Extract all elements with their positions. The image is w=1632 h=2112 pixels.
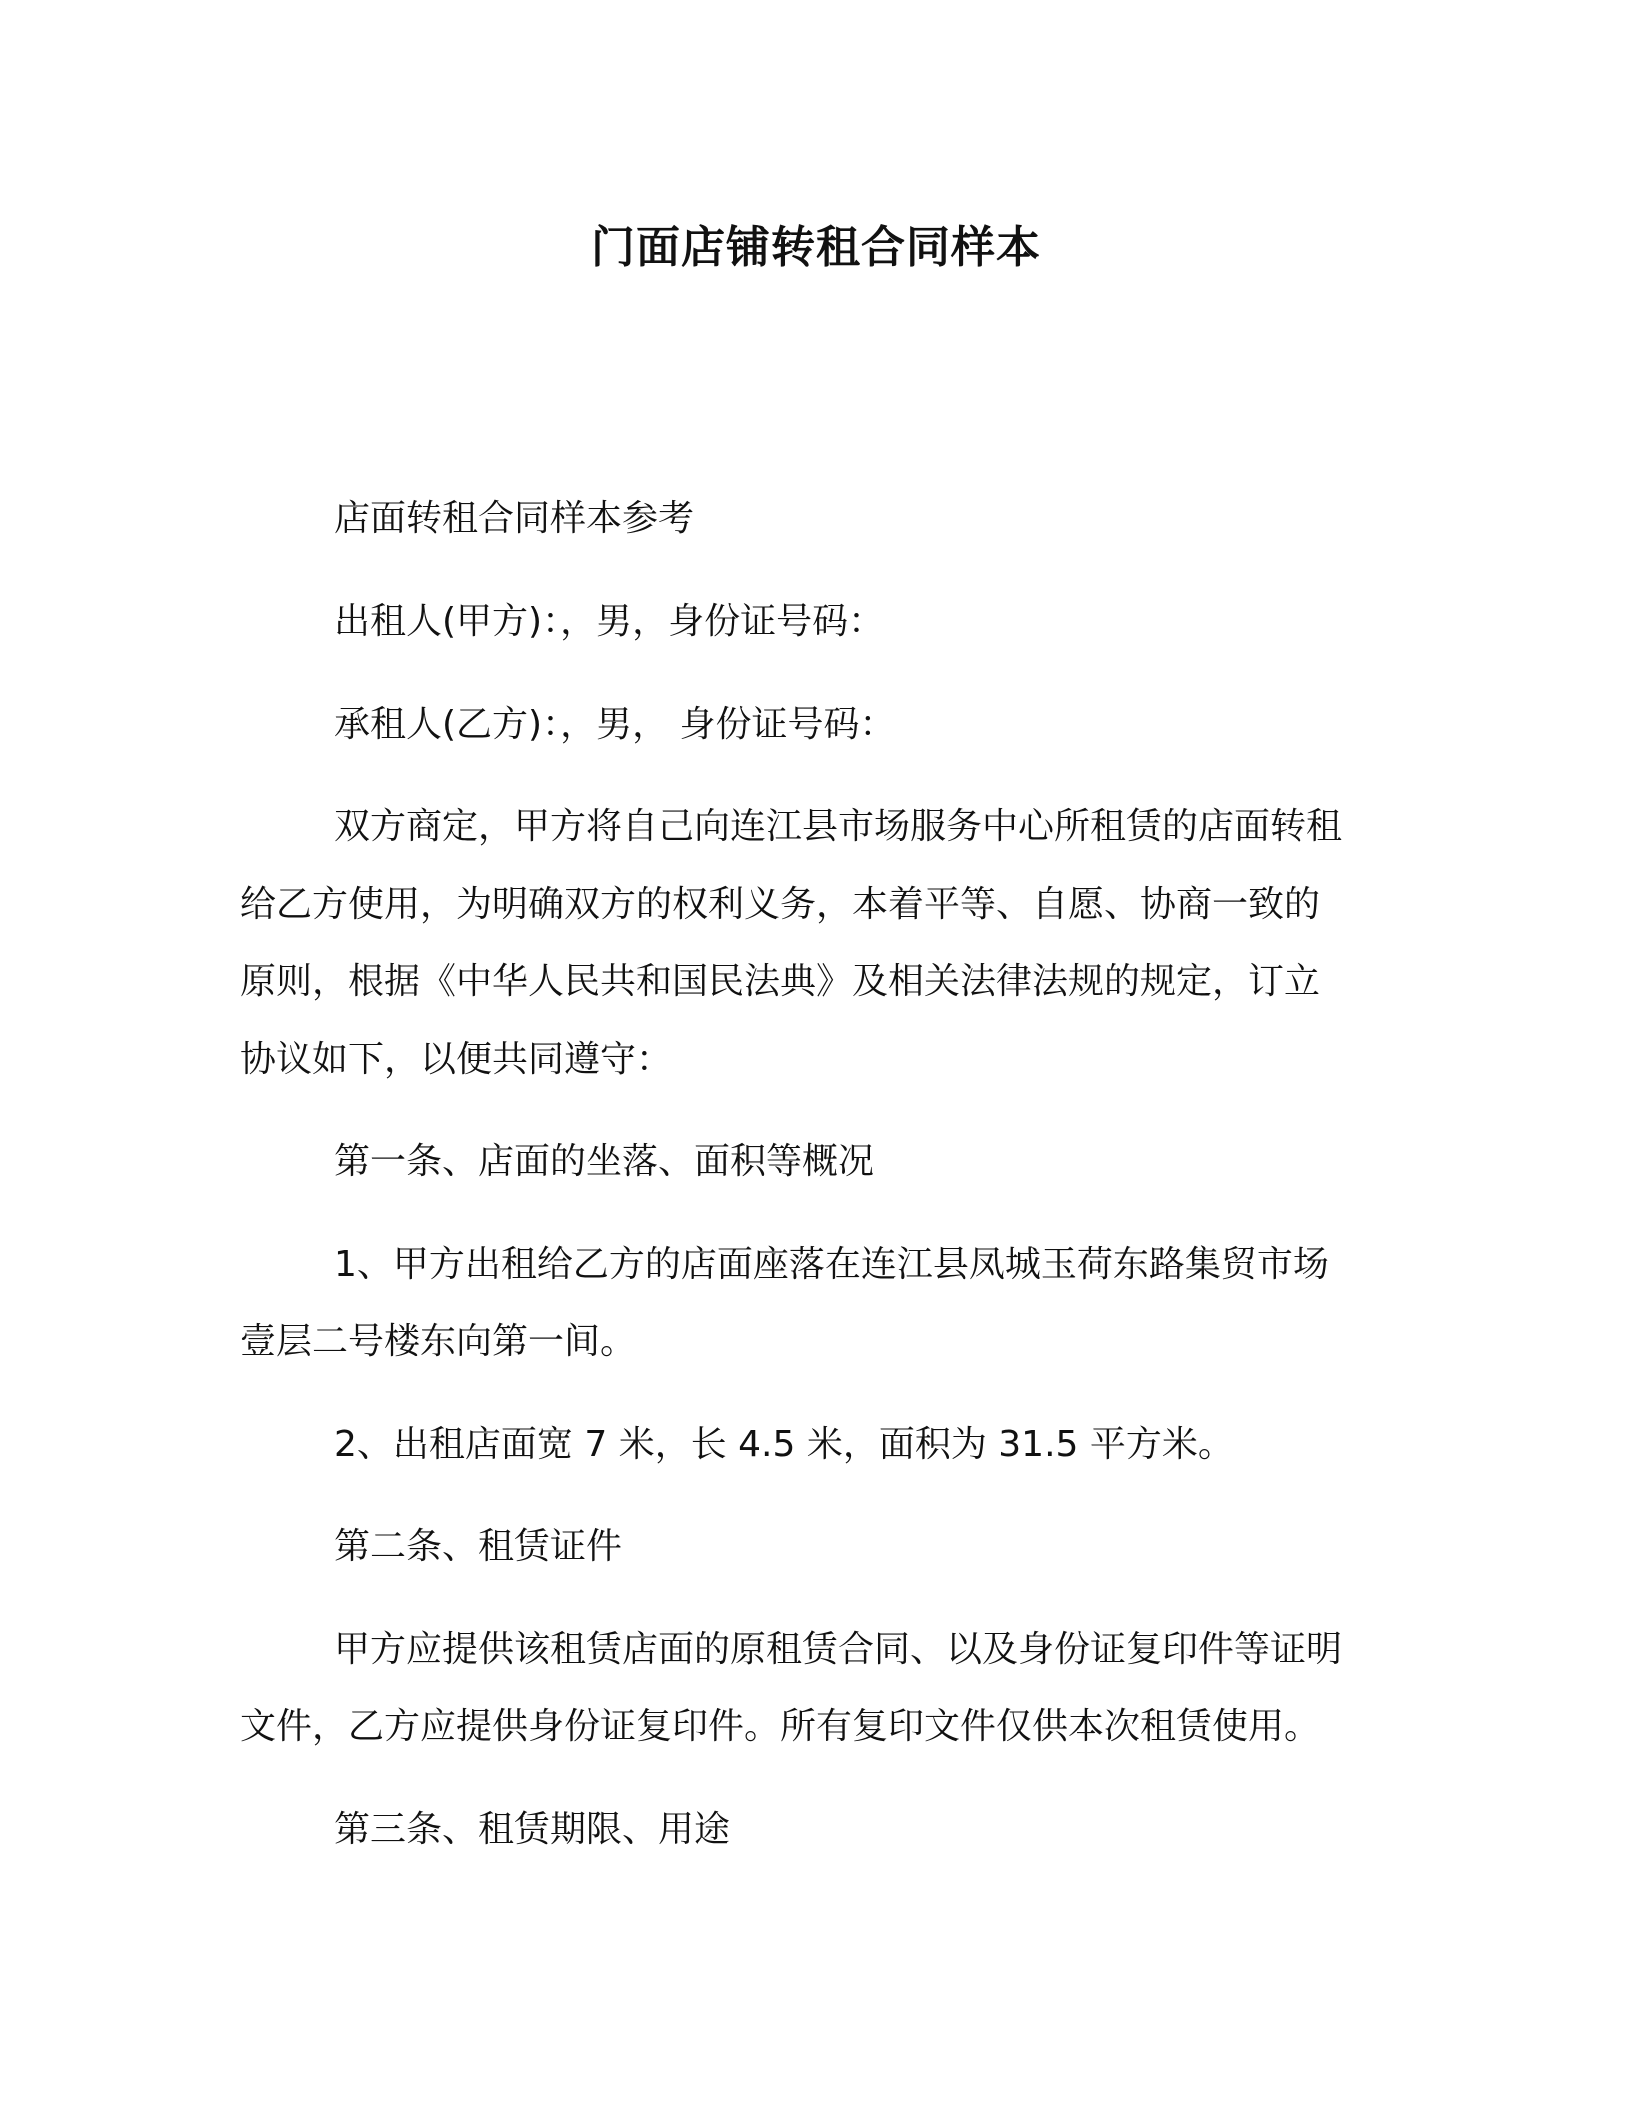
paragraph-line: 2、出租店面宽 7 米，长 4.5 米，面积为 31.5 平方米。 [334, 1424, 1234, 1465]
article-heading: 第一条、店面的坐落、面积等概况 [334, 1141, 875, 1182]
paragraph-line: 甲方应提供该租赁店面的原租赁合同、以及身份证复印件等证明 [334, 1629, 1343, 1670]
paragraph-line: 1、甲方出租给乙方的店面座落在连江县凤城玉荷东路集贸市场 [334, 1244, 1329, 1285]
paragraph-line: 协议如下，以便共同遵守： [240, 1039, 673, 1080]
paragraph-line: 文件，乙方应提供身份证复印件。所有复印文件仅供本次租赁使用。 [240, 1706, 1321, 1747]
article-heading: 第二条、租赁证件 [334, 1526, 623, 1567]
paragraph-line: 双方商定，甲方将自己向连江县市场服务中心所租赁的店面转租 [334, 806, 1343, 847]
lessee-line: 承租人(乙方)：，男， 身份证号码： [334, 704, 896, 745]
document-title: 门面店铺转租合同样本 [591, 222, 1041, 273]
article-heading: 第三条、租赁期限、用途 [334, 1809, 731, 1850]
subtitle-line: 店面转租合同样本参考 [334, 498, 695, 539]
paragraph-line: 原则，根据《中华人民共和国民法典》及相关法律法规的规定，订立 [240, 961, 1321, 1002]
paragraph-line: 给乙方使用，为明确双方的权利义务，本着平等、自愿、协商一致的 [240, 884, 1321, 925]
paragraph-line: 壹层二号楼东向第一间。 [240, 1321, 637, 1362]
lessor-line: 出租人(甲方)：，男，身份证号码： [334, 601, 885, 642]
